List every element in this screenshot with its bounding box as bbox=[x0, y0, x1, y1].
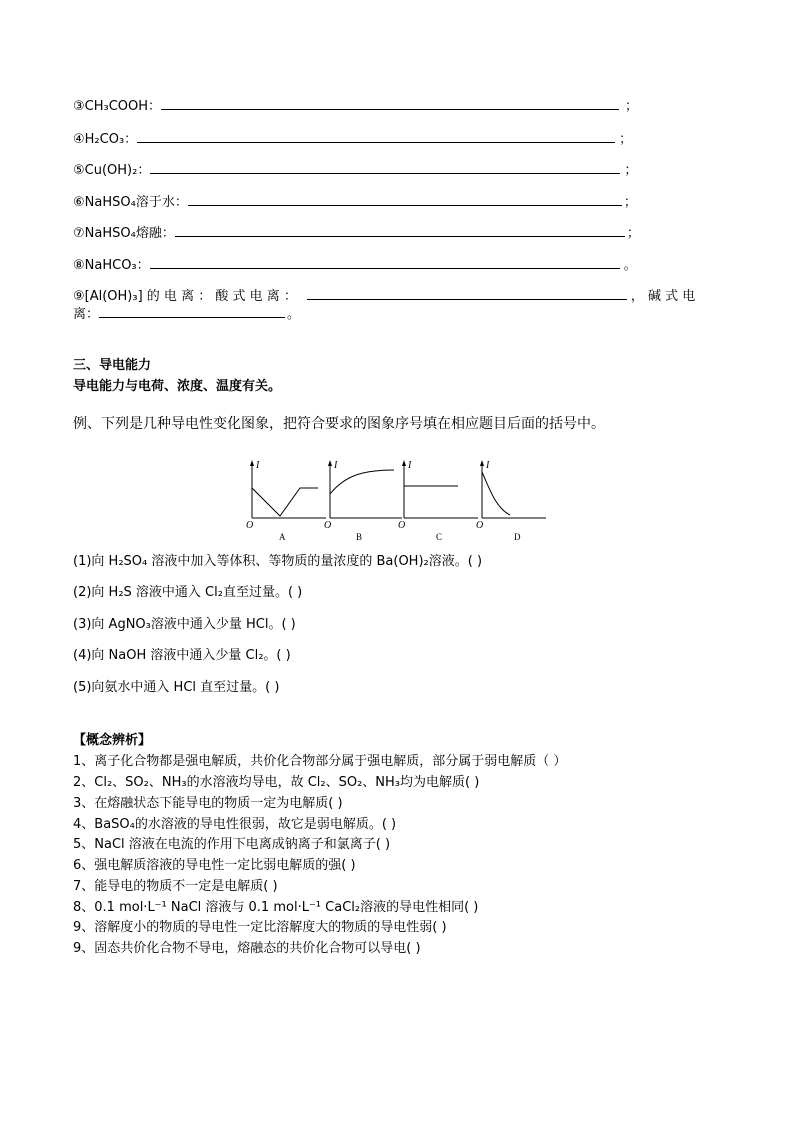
graph-a-label: A bbox=[279, 532, 286, 542]
item-4-label: ④H₂CO₃： bbox=[73, 132, 138, 147]
section-heading: 三、导电能力 bbox=[73, 358, 152, 373]
graph-d-origin: O bbox=[476, 520, 484, 531]
item-6-label: ⑥NaHSO₄溶于水： bbox=[73, 195, 188, 210]
graph-a bbox=[246, 460, 326, 542]
graph-b-label: B bbox=[356, 532, 363, 542]
concept-item: 5、NaCl 溶液在电流的作用下电离成钠离子和氯离子( ) bbox=[73, 837, 391, 852]
graph-d-y-label: I bbox=[486, 460, 490, 471]
concept-item: 8、0.1 mol·L⁻¹ NaCl 溶液与 0.1 mol·L⁻¹ CaCl₂溶液的导电性相同( ) bbox=[73, 900, 479, 915]
graph-d-label: D bbox=[514, 532, 521, 542]
item-4-blank[interactable] bbox=[137, 130, 615, 143]
graph-a-curve bbox=[252, 488, 318, 516]
question-3: (3)向 AgNO₃溶液中通入少量 HCl。( ) bbox=[73, 617, 296, 632]
concept-item: 6、强电解质溶液的导电性一定比弱电解质的强( ) bbox=[73, 858, 356, 873]
graph-c-label: C bbox=[436, 532, 443, 542]
item-9-label: ⑨[Al(OH)₃] 的 电 离 ： 酸 式 电 离 ： bbox=[73, 289, 297, 304]
graph-d-curve bbox=[482, 472, 510, 515]
graph-b-origin: O bbox=[324, 520, 332, 531]
item-4-end: ； bbox=[619, 132, 633, 147]
item-6-end: ； bbox=[623, 195, 637, 210]
item-5 bbox=[73, 161, 637, 179]
item-7-label: ⑦NaHSO₄熔融： bbox=[73, 226, 175, 241]
question-2: (2)向 H₂S 溶液中通入 Cl₂直至过量。( ) bbox=[73, 585, 303, 600]
item-9-end: 。 bbox=[287, 307, 301, 322]
item-8-label: ⑧NaHCO₃： bbox=[73, 258, 150, 273]
item-8 bbox=[73, 256, 637, 274]
item-3 bbox=[73, 97, 638, 115]
section-subheading: 导电能力与电荷、浓度、温度有关。 bbox=[73, 379, 282, 394]
item-5-blank[interactable] bbox=[150, 161, 620, 174]
item-4 bbox=[73, 130, 632, 148]
item-3-blank[interactable] bbox=[161, 97, 619, 110]
graph-b-y-arrow bbox=[328, 460, 332, 466]
graph-c-y-arrow bbox=[402, 460, 406, 466]
item-9 bbox=[73, 287, 695, 305]
item-7-blank[interactable] bbox=[175, 224, 625, 237]
item-3-label: ③CH₃COOH： bbox=[73, 99, 162, 114]
item-7-end: ； bbox=[626, 226, 640, 241]
graph-a-y-arrow bbox=[250, 460, 254, 466]
graph-d bbox=[476, 460, 546, 542]
concept-item: 3、在熔融状态下能导电的物质一定为电解质( ) bbox=[73, 796, 343, 811]
concept-item: 9、溶解度小的物质的导电性一定比溶解度大的物质的导电性弱( ) bbox=[73, 920, 447, 935]
item-7 bbox=[73, 224, 640, 242]
question-1: (1)向 H₂SO₄ 溶液中加入等体积、等物质的量浓度的 Ba(OH)₂溶液。( ) bbox=[73, 554, 483, 569]
graph-a-origin: O bbox=[246, 520, 254, 531]
concept-item: 2、Cl₂、SO₂、NH₃的水溶液均导电，故 Cl₂、SO₂、NH₃均为电解质( ) bbox=[73, 775, 480, 790]
concept-item: 4、BaSO₄的水溶液的导电性很弱，故它是弱电解质。( ) bbox=[73, 817, 397, 832]
item-9-base-blank[interactable] bbox=[99, 305, 285, 318]
item-6-blank[interactable] bbox=[188, 193, 622, 206]
item-8-end: 。 bbox=[623, 258, 637, 273]
graph-b bbox=[324, 460, 402, 542]
concept-item: 7、能导电的物质不一定是电解质( ) bbox=[73, 879, 278, 894]
graph-d-y-arrow bbox=[480, 460, 484, 466]
concept-item: 1、离子化合物都是强电解质，共价化合物部分属于强电解质，部分属于弱电解质（ ） bbox=[73, 754, 567, 769]
item-3-end: ； bbox=[625, 99, 639, 114]
graph-a-y-label: I bbox=[256, 460, 260, 471]
item-6 bbox=[73, 193, 637, 211]
graph-c-y-label: I bbox=[408, 460, 412, 471]
conductivity-graphs bbox=[242, 458, 552, 544]
item-9-cont bbox=[73, 305, 300, 323]
graph-c-origin: O bbox=[398, 520, 406, 531]
graph-b-curve bbox=[330, 470, 394, 494]
concept-item: 9、固态共价化合物不导电，熔融态的共价化合物可以导电( ) bbox=[73, 941, 421, 956]
item-9-mid: ， 碱 式 电 bbox=[630, 289, 696, 304]
concepts-heading: 【概念辨析】 bbox=[73, 733, 152, 748]
question-4: (4)向 NaOH 溶液中通入少量 Cl₂。( ) bbox=[73, 648, 291, 663]
graph-c bbox=[398, 460, 478, 542]
item-9-acid-blank[interactable] bbox=[307, 287, 627, 300]
item-5-end: ； bbox=[624, 163, 638, 178]
item-8-blank[interactable] bbox=[150, 256, 620, 269]
question-5: (5)向氨水中通入 HCl 直至过量。( ) bbox=[73, 680, 280, 695]
item-9-label2: 离： bbox=[73, 307, 100, 322]
item-5-label: ⑤Cu(OH)₂： bbox=[73, 163, 151, 178]
example-text: 例、下列是几种导电性变化图象，把符合要求的图象序号填在相应题目后面的括号中。 bbox=[73, 416, 605, 432]
graph-b-y-label: I bbox=[334, 460, 338, 471]
